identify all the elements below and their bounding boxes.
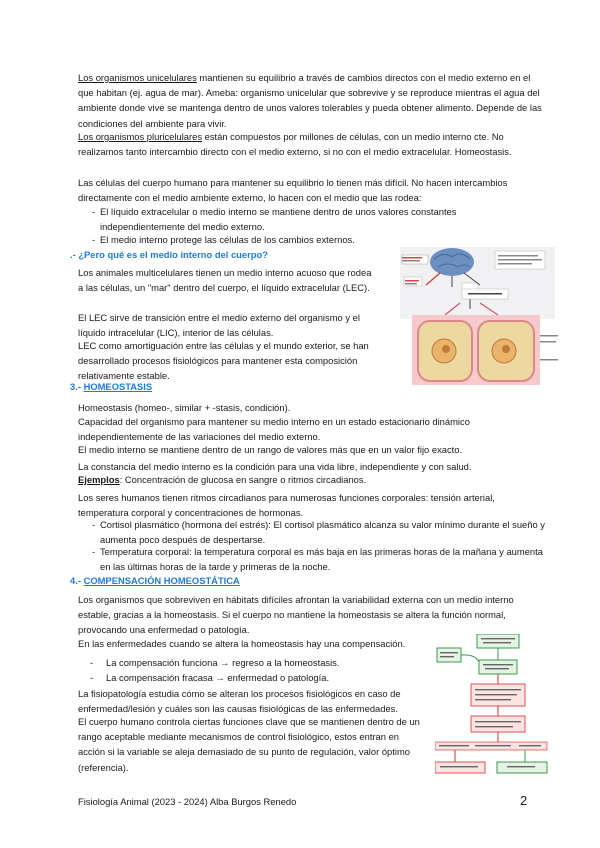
- page-number: 2: [520, 793, 528, 808]
- figure-compensacion-flowchart: [435, 634, 550, 774]
- section-3-title: HOMEOSTASIS: [83, 381, 153, 392]
- footer-text: Fisiología Animal (2023 - 2024) Alba Burgos Renedo: [78, 796, 297, 807]
- bullet-compensacion-fracasa: La compensación fracasa → enfermedad o patología.: [106, 672, 330, 683]
- lec-paragraph-3: LEC como amortiguación entre las células y el mundo exterior, se han desarrollado procesos fisiológicos para mantener esta composición relativamente estable.: [78, 340, 369, 382]
- bullet-cortisol: Cortisol plasmático (hormona del estrés): El cortisol plasmático alcanza su valor mínimo durante el sueño y aumenta poco después de despertarse.: [100, 519, 545, 546]
- para-pluricelulares: [78, 129, 543, 159]
- homeostasis-paragraph-3: La constancia del medio interno es la condición para una vida libre, independiente y con salud.: [78, 461, 472, 472]
- bullet-medio-interno: El medio interno protege las células de los cambios externos.: [100, 234, 355, 245]
- compensacion-paragraph-2: En las enfermedades cuando se altera la homeostasis hay una compensación.: [78, 638, 406, 649]
- section-4-title: COMPENSACIÓN HOMEOSTÁTICA: [83, 575, 240, 586]
- bullet-dash: -: [92, 546, 96, 557]
- para-celulas: Las células del cuerpo humano para mantener su equilibrio lo tienen más difícil. No hacen intercambios directamente con el medio ambiente externo, lo hacen con el medio que las rodea:: [78, 177, 508, 204]
- homeostasis-paragraph-1: Capacidad del organismo para mantener su medio interno en un estado estacionario dinámico independientemente de las variaciones del medio externo.: [78, 416, 470, 443]
- ejemplos-line: [78, 472, 543, 487]
- question-heading: .- ¿Pero qué es el medio interno del cuerpo?: [70, 249, 268, 260]
- bullet-liquido-extracelular: El líquido extracelular o medio interno se mantiene dentro de unos valores constantes independientemente del medio externo.: [100, 206, 457, 233]
- term-unicelulares: Los organismos unicelulares: [78, 72, 197, 83]
- bullet-dash: -: [92, 206, 96, 217]
- lec-paragraph-1: Los animales multicelulares tienen un medio interno acuoso que rodea a las células, un "mar" dentro del cuerpo, el líquido extracelular (LEC).: [78, 267, 372, 294]
- bullet-dash: -: [90, 672, 94, 683]
- ejemplos-text: : Concentración de glucosa en sangre o ritmos circadianos.: [119, 474, 367, 485]
- figure-medio-interno: [400, 247, 560, 385]
- section-4-number: 4.-: [70, 575, 81, 586]
- text-unicelulares: mantienen su equilibrio a través de cambios directos con el medio externo en el que habitan (ej. agua de mar). Ameba: organismo unicelular que sobrevive y se reproduce mientras el agua del ambiente donde vive se mantenga dentro de unos valores tolerables y pueda obtener alimento. Depende de las condiciones del ambiente para vivir.: [78, 72, 542, 129]
- bullet-dash: -: [90, 657, 94, 668]
- compensacion-paragraph-1: Los organismos que sobreviven en hábitats difíciles afrontan la variabilidad externa con un medio interno estable, gracias a la homeostasis. Si el cuerpo no mantiene la homeostasis se altera la función normal, provocando una enfermedad o patología.: [78, 594, 514, 636]
- text-pluricelulares: están compuestos por millones de células, con un medio interno cte. No realizamos tanto intercambio directo con el medio externo, si no con el medio extracelular. Homeostasis.: [78, 131, 512, 158]
- bullet-dash: -: [92, 234, 96, 245]
- term-pluricelulares: Los organismos pluricelulares: [78, 131, 203, 142]
- ritmos-paragraph: Los seres humanos tienen ritmos circadianos para numerosas funciones corporales: tensión arterial, temperatura corporal y concentraciones de hormonas.: [78, 492, 495, 519]
- section-3-heading: [70, 379, 270, 394]
- compensacion-paragraph-3: La fisiopatología estudia cómo se alteran los procesos fisiológicos en caso de enfermedad/lesión y cuáles son las causas fisiológicas de las enfermedades.: [78, 688, 401, 715]
- section-4-heading: [70, 573, 370, 588]
- bullet-compensacion-funciona: La compensación funciona → regreso a la homeostasis.: [106, 657, 340, 668]
- section-3-number: 3.-: [70, 381, 81, 392]
- homeostasis-definition: Homeostasis (homeo-, similar + -stasis, condición).: [78, 402, 291, 413]
- homeostasis-paragraph-2: El medio interno se mantiene dentro de un rango de valores más que en un valor fijo exacto.: [78, 444, 463, 455]
- para-unicelulares: [78, 70, 543, 131]
- ejemplos-label: Ejemplos: [78, 474, 120, 485]
- bullet-temperatura: Temperatura corporal: la temperatura corporal es más baja en las primeras horas de la mañana y aumenta en las últimas horas de la tarde y primeras de la noche.: [100, 546, 543, 573]
- compensacion-paragraph-4: El cuerpo humano controla ciertas funciones clave que se mantienen dentro de un rango aceptable mediante mecanismos de control fisiológico, estos entran en acción si la variable se aleja demasiado de su punto de regulación, valor óptimo (referencia).: [78, 716, 420, 773]
- bullet-dash: -: [92, 519, 96, 530]
- lec-paragraph-2: El LEC sirve de transición entre el medio externo del organismo y el líquido intracelular (LIC), interior de las células.: [78, 312, 360, 339]
